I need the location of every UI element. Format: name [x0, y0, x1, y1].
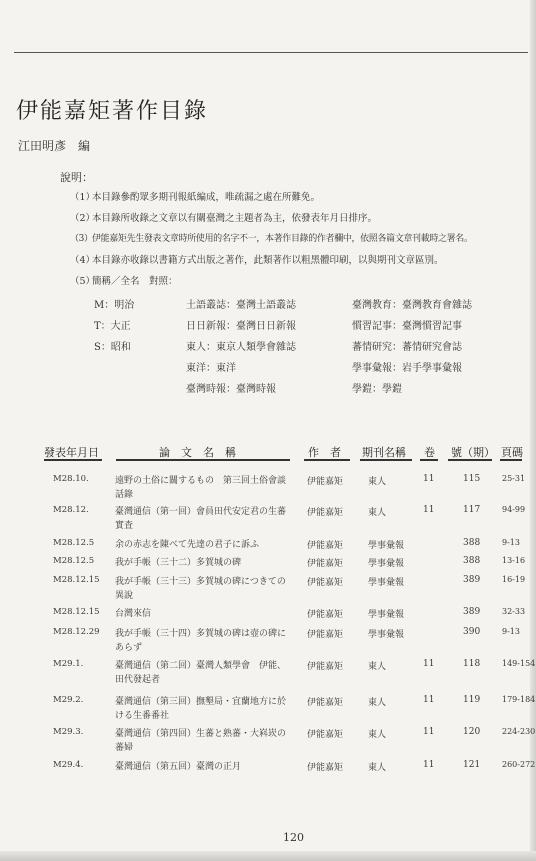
note-text: 簡稱／全名 對照：: [92, 276, 178, 287]
cell-number: 117: [463, 505, 481, 515]
cell-pages: 149-154: [502, 659, 536, 668]
notes-heading: 說明：: [60, 171, 93, 184]
cell-title: 臺灣通信（第五回）臺灣の正月: [115, 762, 242, 772]
cell-author: 伊能嘉矩: [307, 578, 344, 588]
cell-title: 臺灣通信（第二回）臺灣人類學會 伊能、田代發起者: [115, 661, 287, 685]
cell-author: 伊能嘉矩: [307, 662, 344, 672]
legend-entry: 慣習記事：臺灣慣習記事: [352, 321, 462, 332]
cell-date: M28.12.15: [53, 607, 100, 617]
cell-title: 我が手帳（三十四）多賀城の碑は壺の碑にあらず: [115, 629, 287, 653]
header-title: 論 文 名 稱: [159, 446, 236, 459]
cell-title: 台灣來信: [115, 609, 152, 619]
cell-pages: 94-99: [502, 505, 526, 514]
legend-entry: 日日新報：臺灣日日新報: [186, 321, 296, 332]
note-number: （5）: [70, 276, 96, 287]
header-volume: 卷: [424, 446, 435, 459]
cell-journal: 學事彙報: [368, 541, 405, 551]
cell-number: 388: [463, 538, 481, 548]
cell-journal: 學事彙報: [368, 559, 405, 569]
legend-entry: 臺灣時報：臺灣時報: [186, 384, 276, 395]
cell-date: M28.12.5: [53, 538, 95, 548]
legend-entry: 土語叢誌：臺灣土語叢誌: [186, 300, 296, 311]
legend-entry: 學事彙報：岩手學事彙報: [352, 363, 462, 374]
cell-volume: 11: [423, 474, 435, 484]
cell-journal: 東人: [368, 508, 387, 518]
header-date: 發表年月日: [44, 446, 99, 459]
cell-date: M28.12.: [53, 505, 89, 515]
cell-author: 伊能嘉矩: [307, 630, 344, 640]
cell-date: M29.4.: [53, 760, 84, 770]
cell-number: 388: [463, 556, 481, 566]
cell-volume: 11: [423, 727, 435, 737]
cell-title: 臺灣通信（第一回）會員田代安定君の生蕃實査: [115, 507, 287, 531]
note-text: 伊能嘉矩先生發表文章時所使用的名字不一，本著作目錄的作者欄中，依照各篇文章刊載時之署名。: [92, 234, 473, 244]
cell-author: 伊能嘉矩: [307, 610, 344, 620]
note-item: [70, 252, 444, 266]
note-item: [70, 273, 178, 287]
cell-date: M28.12.29: [53, 627, 100, 637]
note-text: 本目錄亦收錄以書籍方式出版之著作，此類著作以粗黑體印刷，以與期刊文章區別。: [92, 255, 444, 266]
cell-journal: 學事彙報: [368, 578, 405, 588]
note-text: 本目錄參酌眾多期刊報紙編成，唯疏漏之處在所難免。: [92, 192, 321, 203]
cell-number: 389: [463, 575, 481, 585]
cell-date: M28.12.5: [53, 556, 95, 566]
legend-entry: M：明治: [94, 300, 135, 311]
cell-journal: 學事彙報: [368, 610, 405, 620]
cell-number: 389: [463, 607, 481, 617]
header-underline: [304, 459, 350, 461]
legend-entry: 東人：東京人類學會雜誌: [186, 342, 296, 353]
cell-pages: 9-13: [502, 538, 520, 547]
cell-date: M29.2.: [53, 695, 84, 705]
cell-author: 伊能嘉矩: [307, 763, 344, 773]
cell-pages: 260-272: [502, 760, 536, 769]
cell-title: 余の赤志を陳べて先達の君子に訴ふ: [115, 540, 260, 550]
cell-pages: 13-16: [502, 556, 526, 565]
cell-author: 伊能嘉矩: [307, 559, 344, 569]
cell-journal: 學事彙報: [368, 630, 405, 640]
cell-volume: 11: [423, 505, 435, 515]
cell-title: 臺灣通信（第四回）生蕃と熟蕃・大嵙崁の蕃婦: [115, 729, 287, 753]
note-item: [70, 231, 473, 244]
note-number: （3）: [70, 234, 93, 244]
cell-journal: 東人: [368, 698, 387, 708]
cell-journal: 東人: [368, 477, 387, 487]
cell-number: 390: [463, 627, 481, 637]
header-underline: [500, 459, 522, 461]
cell-pages: 224-230: [502, 727, 536, 736]
cell-author: 伊能嘉矩: [307, 508, 344, 518]
cell-title: 遠野の土俗に關するもの 第三回土俗會談話錄: [115, 476, 287, 500]
header-underline: [116, 459, 290, 461]
cell-pages: 179-184: [502, 695, 536, 704]
legend-entry: 臺灣教育：臺灣教育會雜誌: [352, 300, 472, 311]
note-number: （2）: [70, 213, 96, 224]
cell-date: M28.12.15: [53, 575, 100, 585]
cell-journal: 東人: [368, 763, 387, 773]
cell-date: M28.10.: [53, 474, 89, 484]
note-text: 本目錄所收錄之文章以有關臺灣之主題者為主，依發表年月日排序。: [92, 213, 378, 224]
cell-pages: 32-33: [502, 607, 526, 616]
cell-number: 115: [463, 474, 481, 484]
cell-number: 119: [463, 695, 481, 705]
note-item: [70, 189, 320, 203]
header-underline: [44, 459, 102, 461]
editor-credit: 江田明彥 編: [18, 139, 91, 153]
legend-entry: 學鎧：學鎧: [352, 384, 402, 395]
legend-journals-1: [186, 299, 296, 404]
cell-author: 伊能嘉矩: [307, 698, 344, 708]
cell-author: 伊能嘉矩: [307, 730, 344, 740]
cell-number: 120: [463, 727, 481, 737]
cell-number: 121: [463, 760, 481, 770]
header-author: 作 者: [308, 446, 341, 459]
cell-pages: 25-31: [502, 474, 526, 483]
note-item: [70, 210, 377, 224]
page-title: 伊能嘉矩著作目錄: [16, 99, 209, 124]
cell-journal: 東人: [368, 730, 387, 740]
legend-entry: S：昭和: [94, 342, 131, 353]
header-underline: [448, 459, 492, 461]
header-number: 號（期）: [451, 446, 495, 459]
page-bottom-shadow: [0, 851, 536, 861]
page-number: 120: [283, 831, 304, 844]
cell-volume: 11: [423, 695, 435, 705]
header-underline: [360, 459, 412, 461]
legend-journals-2: [352, 299, 472, 404]
legend-eras: [94, 299, 134, 362]
cell-author: 伊能嘉矩: [307, 477, 344, 487]
cell-author: 伊能嘉矩: [307, 541, 344, 551]
cell-date: M29.1.: [53, 659, 84, 669]
cell-title: 我が手帳（三十三）多賀城の碑につきての異說: [115, 577, 286, 601]
cell-pages: 16-19: [502, 575, 526, 584]
header-underline: [420, 459, 438, 461]
cell-title: 我が手帳（三十二）多賀城の碑: [115, 558, 242, 568]
cell-date: M29.3.: [53, 727, 84, 737]
cell-volume: 11: [423, 760, 435, 770]
cell-pages: 9-13: [502, 627, 520, 636]
note-number: （1）: [70, 192, 96, 203]
cell-volume: 11: [423, 659, 435, 669]
legend-entry: T：大正: [94, 321, 131, 332]
header-journal: 期刊名稱: [362, 446, 406, 459]
legend-entry: 蕃情研究：蕃情研究會誌: [352, 342, 462, 353]
cell-number: 118: [463, 659, 481, 669]
header-pages: 頁碼: [501, 446, 523, 459]
header-rule: [14, 52, 528, 53]
cell-journal: 東人: [368, 662, 387, 672]
legend-entry: 東洋：東洋: [186, 363, 236, 374]
note-number: （4）: [70, 255, 96, 266]
cell-title: 臺灣通信（第三回）撫墾局・宜蘭地方に於ける生番番社: [115, 697, 287, 721]
